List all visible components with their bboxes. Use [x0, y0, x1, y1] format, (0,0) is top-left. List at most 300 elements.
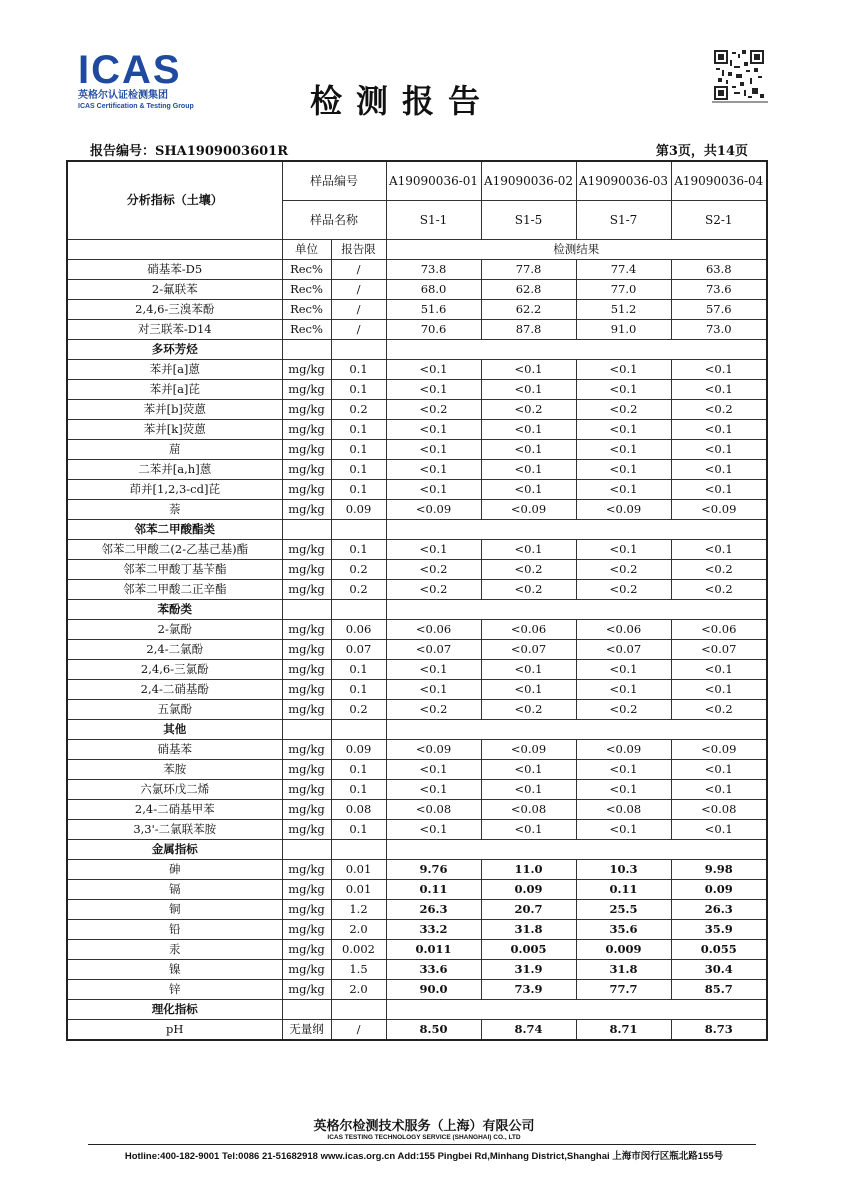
result-cell: 90.0	[386, 980, 481, 1000]
blank-cell	[386, 340, 767, 360]
analysis-header: 分析指标（土壤）	[67, 161, 282, 240]
section-row	[67, 840, 767, 860]
result-cell: <0.1	[576, 420, 671, 440]
section-title: 其他	[67, 720, 282, 740]
footer-company-en: ICAS TESTING TECHNOLOGY SERVICE (SHANGHAI) CO., LTD	[327, 1134, 521, 1141]
table-row	[67, 820, 767, 840]
result-cell: <0.2	[671, 400, 767, 420]
limit-cell: 0.1	[331, 460, 386, 480]
analyte-name: 萘	[67, 500, 282, 520]
table-row	[67, 1020, 767, 1041]
analyte-name: 2,4-二硝基酚	[67, 680, 282, 700]
result-cell: <0.1	[576, 780, 671, 800]
section-row	[67, 340, 767, 360]
section-title: 邻苯二甲酸酯类	[67, 520, 282, 540]
unit-cell: mg/kg	[282, 440, 331, 460]
blank-cell	[386, 1000, 767, 1020]
result-cell: <0.07	[576, 640, 671, 660]
unit-cell: mg/kg	[282, 900, 331, 920]
limit-cell: 0.2	[331, 580, 386, 600]
result-cell: 68.0	[386, 280, 481, 300]
blank-cell	[331, 1000, 386, 1020]
analyte-name: 苯并[a]芘	[67, 380, 282, 400]
section-title: 理化指标	[67, 1000, 282, 1020]
logo-text: ICAS	[78, 48, 182, 92]
analyte-name: 2,4-二氯酚	[67, 640, 282, 660]
result-cell: <0.06	[386, 620, 481, 640]
result-cell: <0.08	[671, 800, 767, 820]
result-cell: <0.2	[481, 580, 576, 600]
blank-cell	[331, 520, 386, 540]
limit-cell: 0.01	[331, 880, 386, 900]
section-row	[67, 600, 767, 620]
analyte-name: 邻苯二甲酸二正辛酯	[67, 580, 282, 600]
table-row	[67, 500, 767, 520]
sample-no-header: 样品编号	[282, 161, 386, 201]
result-cell: 85.7	[671, 980, 767, 1000]
result-cell: <0.1	[576, 380, 671, 400]
unit-cell: mg/kg	[282, 360, 331, 380]
result-cell: 25.5	[576, 900, 671, 920]
table-row	[67, 800, 767, 820]
result-cell: 62.2	[481, 300, 576, 320]
analyte-name: 2-氟联苯	[67, 280, 282, 300]
table-row	[67, 780, 767, 800]
limit-cell: 0.1	[331, 660, 386, 680]
result-cell: <0.1	[576, 680, 671, 700]
unit-cell: Rec%	[282, 300, 331, 320]
sample-name-cell: S1-5	[481, 201, 576, 240]
unit-cell: mg/kg	[282, 700, 331, 720]
result-cell: <0.2	[576, 400, 671, 420]
analyte-name: 邻苯二甲酸二(2-乙基己基)酯	[67, 540, 282, 560]
result-cell: 0.055	[671, 940, 767, 960]
table-row	[67, 360, 767, 380]
unit-cell: mg/kg	[282, 780, 331, 800]
result-cell: <0.1	[671, 360, 767, 380]
analyte-name: 苯胺	[67, 760, 282, 780]
unit-cell: mg/kg	[282, 920, 331, 940]
result-cell: <0.08	[576, 800, 671, 820]
unit-cell: mg/kg	[282, 740, 331, 760]
result-cell: <0.2	[671, 580, 767, 600]
result-cell: <0.06	[671, 620, 767, 640]
result-cell: <0.1	[576, 480, 671, 500]
company-logo	[78, 50, 194, 111]
limit-cell: 0.1	[331, 360, 386, 380]
result-cell: <0.1	[671, 680, 767, 700]
blank-cell	[282, 720, 331, 740]
result-cell: <0.1	[386, 480, 481, 500]
result-cell: <0.1	[481, 820, 576, 840]
limit-cell: 2.0	[331, 920, 386, 940]
result-cell: <0.2	[386, 700, 481, 720]
unit-cell: mg/kg	[282, 560, 331, 580]
analyte-name: 砷	[67, 860, 282, 880]
result-cell: <0.2	[386, 580, 481, 600]
result-cell: <0.1	[386, 780, 481, 800]
limit-cell: 0.2	[331, 400, 386, 420]
limit-cell: /	[331, 300, 386, 320]
limit-cell: 0.07	[331, 640, 386, 660]
result-cell: 77.8	[481, 260, 576, 280]
analyte-name: 硝基苯	[67, 740, 282, 760]
result-cell: <0.09	[481, 500, 576, 520]
result-cell: <0.09	[671, 500, 767, 520]
unit-cell: mg/kg	[282, 640, 331, 660]
result-cell: <0.2	[481, 560, 576, 580]
result-cell: 20.7	[481, 900, 576, 920]
result-cell: <0.09	[671, 740, 767, 760]
sample-name-cell: S2-1	[671, 201, 767, 240]
sample-name-header: 样品名称	[282, 201, 386, 240]
result-cell: 57.6	[671, 300, 767, 320]
section-title: 苯酚类	[67, 600, 282, 620]
result-cell: <0.1	[481, 660, 576, 680]
blank-cell	[282, 840, 331, 860]
unit-cell: mg/kg	[282, 540, 331, 560]
analyte-name: 3,3'-二氯联苯胺	[67, 820, 282, 840]
table-row	[67, 440, 767, 460]
result-cell: <0.1	[481, 540, 576, 560]
analyte-name: 硝基苯-D5	[67, 260, 282, 280]
result-cell: <0.1	[386, 680, 481, 700]
limit-cell: 0.1	[331, 540, 386, 560]
table-row	[67, 460, 767, 480]
result-cell: <0.1	[671, 660, 767, 680]
unit-cell: mg/kg	[282, 760, 331, 780]
result-cell: <0.1	[481, 420, 576, 440]
logo-en-text: ICAS Certification & Testing Group	[78, 103, 194, 110]
result-cell: 63.8	[671, 260, 767, 280]
footer-contact: Hotline:400-182-9001 Tel:0086 21-51682918 www.icas.org.cn Add:155 Pingbei Rd,Minhang District,Shanghai 上海市闵行区瓶北路155号	[124, 1151, 724, 1162]
limit-cell: 0.09	[331, 500, 386, 520]
result-cell: <0.2	[671, 560, 767, 580]
result-cell: <0.1	[481, 780, 576, 800]
table-row	[67, 480, 767, 500]
unit-cell: mg/kg	[282, 960, 331, 980]
table-row	[67, 320, 767, 340]
table-row	[67, 620, 767, 640]
result-cell: <0.2	[671, 700, 767, 720]
table-row	[67, 940, 767, 960]
table-row	[67, 700, 767, 720]
limit-cell: 0.01	[331, 860, 386, 880]
result-cell: 9.76	[386, 860, 481, 880]
result-cell: <0.1	[671, 460, 767, 480]
result-cell: <0.1	[386, 380, 481, 400]
result-cell: <0.06	[576, 620, 671, 640]
limit-cell: 0.09	[331, 740, 386, 760]
result-cell: 9.98	[671, 860, 767, 880]
result-cell: 10.3	[576, 860, 671, 880]
section-title: 金属指标	[67, 840, 282, 860]
result-cell: 73.0	[671, 320, 767, 340]
result-cell: 30.4	[671, 960, 767, 980]
table-row	[67, 580, 767, 600]
blank-cell	[282, 600, 331, 620]
limit-cell: 0.2	[331, 700, 386, 720]
analyte-name: 铅	[67, 920, 282, 940]
result-cell: <0.1	[576, 660, 671, 680]
blank-cell	[331, 600, 386, 620]
result-cell: 73.8	[386, 260, 481, 280]
blank-cell	[331, 840, 386, 860]
result-cell: 8.71	[576, 1020, 671, 1041]
table-row	[67, 960, 767, 980]
page-title: 检测报告	[310, 82, 495, 120]
analyte-name: 二苯并[a,h]蒽	[67, 460, 282, 480]
result-cell: 8.74	[481, 1020, 576, 1041]
result-cell: 77.0	[576, 280, 671, 300]
result-cell: <0.09	[386, 500, 481, 520]
result-cell: <0.07	[671, 640, 767, 660]
result-cell: <0.1	[386, 360, 481, 380]
analyte-name: 镍	[67, 960, 282, 980]
blank-cell	[331, 720, 386, 740]
unit-cell: Rec%	[282, 260, 331, 280]
result-cell: 0.005	[481, 940, 576, 960]
analyte-name: 镉	[67, 880, 282, 900]
unit-cell: mg/kg	[282, 400, 331, 420]
analyte-name: 茚并[1,2,3-cd]芘	[67, 480, 282, 500]
result-cell: 0.11	[576, 880, 671, 900]
results-table	[66, 160, 768, 1041]
result-cell: <0.09	[576, 740, 671, 760]
result-cell: <0.1	[576, 760, 671, 780]
limit-cell: 2.0	[331, 980, 386, 1000]
table-row	[67, 860, 767, 880]
unit-cell: mg/kg	[282, 660, 331, 680]
result-cell: <0.06	[481, 620, 576, 640]
result-cell: <0.1	[386, 540, 481, 560]
result-cell: 70.6	[386, 320, 481, 340]
result-cell: <0.1	[671, 820, 767, 840]
result-cell: 8.73	[671, 1020, 767, 1041]
sample-no-cell: A19090036-03	[576, 161, 671, 201]
limit-cell: 0.1	[331, 440, 386, 460]
unit-cell: Rec%	[282, 280, 331, 300]
result-cell: <0.1	[481, 680, 576, 700]
limit-cell: 0.1	[331, 760, 386, 780]
result-cell: 35.9	[671, 920, 767, 940]
result-cell: <0.1	[481, 440, 576, 460]
result-cell: 31.8	[481, 920, 576, 940]
blank-cell	[386, 840, 767, 860]
result-cell: <0.1	[671, 780, 767, 800]
analyte-name: 苯并[b]荧蒽	[67, 400, 282, 420]
analyte-name: 锌	[67, 980, 282, 1000]
limit-cell: /	[331, 320, 386, 340]
page-number: 第3页，共14页	[655, 144, 748, 159]
result-cell: 62.8	[481, 280, 576, 300]
unit-cell: mg/kg	[282, 480, 331, 500]
result-cell: <0.1	[386, 660, 481, 680]
result-cell: <0.1	[671, 540, 767, 560]
result-cell: <0.1	[386, 760, 481, 780]
result-cell: <0.08	[386, 800, 481, 820]
unit-cell: mg/kg	[282, 620, 331, 640]
result-cell: <0.1	[671, 440, 767, 460]
section-title: 多环芳烃	[67, 340, 282, 360]
sample-no-cell: A19090036-02	[481, 161, 576, 201]
unit-cell: mg/kg	[282, 680, 331, 700]
limit-header: 报告限	[331, 240, 386, 260]
unit-cell: Rec%	[282, 320, 331, 340]
result-cell: <0.1	[671, 380, 767, 400]
result-cell: 73.9	[481, 980, 576, 1000]
result-cell: <0.1	[576, 540, 671, 560]
table-row	[67, 640, 767, 660]
blank-cell	[282, 520, 331, 540]
result-cell: <0.2	[481, 700, 576, 720]
analyte-name: 邻苯二甲酸丁基苄酯	[67, 560, 282, 580]
limit-cell: /	[331, 280, 386, 300]
result-cell: <0.07	[481, 640, 576, 660]
section-row	[67, 720, 767, 740]
unit-cell: mg/kg	[282, 940, 331, 960]
table-row	[67, 920, 767, 940]
analyte-name: 对三联苯-D14	[67, 320, 282, 340]
unit-cell: mg/kg	[282, 980, 331, 1000]
result-cell: <0.2	[576, 580, 671, 600]
section-row	[67, 1000, 767, 1020]
limit-cell: 1.2	[331, 900, 386, 920]
result-cell: <0.1	[671, 760, 767, 780]
analyte-name: 五氯酚	[67, 700, 282, 720]
unit-cell: mg/kg	[282, 880, 331, 900]
result-cell: 26.3	[671, 900, 767, 920]
analyte-name: 2-氯酚	[67, 620, 282, 640]
limit-cell: 0.1	[331, 680, 386, 700]
unit-header: 单位	[282, 240, 331, 260]
result-cell: 0.009	[576, 940, 671, 960]
blank-cell	[282, 1000, 331, 1020]
limit-cell: 0.2	[331, 560, 386, 580]
footer-company-cn: 英格尔检测技术服务（上海）有限公司	[313, 1119, 535, 1134]
result-cell: <0.09	[576, 500, 671, 520]
table-row	[67, 280, 767, 300]
result-cell: 8.50	[386, 1020, 481, 1041]
result-cell: <0.1	[386, 820, 481, 840]
result-cell: <0.09	[481, 740, 576, 760]
result-cell: <0.1	[671, 420, 767, 440]
table-row	[67, 420, 767, 440]
result-cell: 0.09	[671, 880, 767, 900]
result-cell: 91.0	[576, 320, 671, 340]
analyte-name: 苯并[k]荧蒽	[67, 420, 282, 440]
unit-cell: mg/kg	[282, 460, 331, 480]
table-row	[67, 760, 767, 780]
result-cell: <0.09	[386, 740, 481, 760]
analyte-name: 铜	[67, 900, 282, 920]
table-row	[67, 660, 767, 680]
unit-cell: 无量纲	[282, 1020, 331, 1041]
limit-cell: 0.1	[331, 420, 386, 440]
result-cell: <0.1	[481, 380, 576, 400]
section-row	[67, 520, 767, 540]
qr-caption-mark	[712, 100, 768, 104]
result-cell: <0.1	[386, 460, 481, 480]
result-cell: 0.09	[481, 880, 576, 900]
table-row	[67, 260, 767, 280]
result-cell: 31.8	[576, 960, 671, 980]
result-cell: <0.1	[481, 360, 576, 380]
blank-cell	[282, 340, 331, 360]
blank-cell	[386, 520, 767, 540]
unit-cell: mg/kg	[282, 420, 331, 440]
result-cell: <0.1	[386, 420, 481, 440]
result-cell: <0.1	[481, 460, 576, 480]
limit-cell: /	[331, 260, 386, 280]
result-cell: <0.2	[481, 400, 576, 420]
table-row	[67, 300, 767, 320]
table-row	[67, 980, 767, 1000]
result-cell: <0.1	[671, 480, 767, 500]
analyte-name: 六氯环戊二烯	[67, 780, 282, 800]
result-cell: 26.3	[386, 900, 481, 920]
result-cell: <0.1	[386, 440, 481, 460]
table-row	[67, 540, 767, 560]
sample-no-cell: A19090036-01	[386, 161, 481, 201]
result-cell: 73.6	[671, 280, 767, 300]
table-row	[67, 560, 767, 580]
result-cell: <0.2	[386, 560, 481, 580]
result-cell: 33.6	[386, 960, 481, 980]
qr-code-icon	[714, 50, 764, 100]
result-cell: 51.6	[386, 300, 481, 320]
result-cell: <0.1	[576, 360, 671, 380]
limit-cell: 0.1	[331, 480, 386, 500]
result-cell: <0.08	[481, 800, 576, 820]
limit-cell: 0.06	[331, 620, 386, 640]
limit-cell: 0.1	[331, 780, 386, 800]
footer-divider	[88, 1144, 756, 1145]
result-cell: 51.2	[576, 300, 671, 320]
analyte-name: 2,4,6-三溴苯酚	[67, 300, 282, 320]
result-cell: <0.2	[576, 560, 671, 580]
result-cell: 77.4	[576, 260, 671, 280]
unit-cell: mg/kg	[282, 800, 331, 820]
table-row	[67, 680, 767, 700]
sample-no-cell: A19090036-04	[671, 161, 767, 201]
blank-cell	[386, 600, 767, 620]
result-cell: 33.2	[386, 920, 481, 940]
sample-name-cell: S1-1	[386, 201, 481, 240]
report-number: 报告编号：SHA1909003601R	[90, 144, 289, 159]
analyte-name: 苯并[a]蒽	[67, 360, 282, 380]
result-cell: 77.7	[576, 980, 671, 1000]
limit-cell: 0.002	[331, 940, 386, 960]
unit-cell: mg/kg	[282, 500, 331, 520]
logo-cn-text: 英格尔认证检测集团	[78, 90, 168, 101]
limit-cell: 1.5	[331, 960, 386, 980]
result-cell: 31.9	[481, 960, 576, 980]
result-cell: <0.1	[576, 820, 671, 840]
table-row	[67, 900, 767, 920]
limit-cell: 0.1	[331, 820, 386, 840]
result-cell: <0.1	[481, 760, 576, 780]
result-cell: <0.2	[386, 400, 481, 420]
blank-cell	[386, 720, 767, 740]
limit-cell: /	[331, 1020, 386, 1041]
table-row	[67, 380, 767, 400]
table-row	[67, 740, 767, 760]
results-header: 检测结果	[386, 240, 767, 260]
result-cell: <0.2	[576, 700, 671, 720]
unit-cell: mg/kg	[282, 380, 331, 400]
blank-cell	[67, 240, 282, 260]
